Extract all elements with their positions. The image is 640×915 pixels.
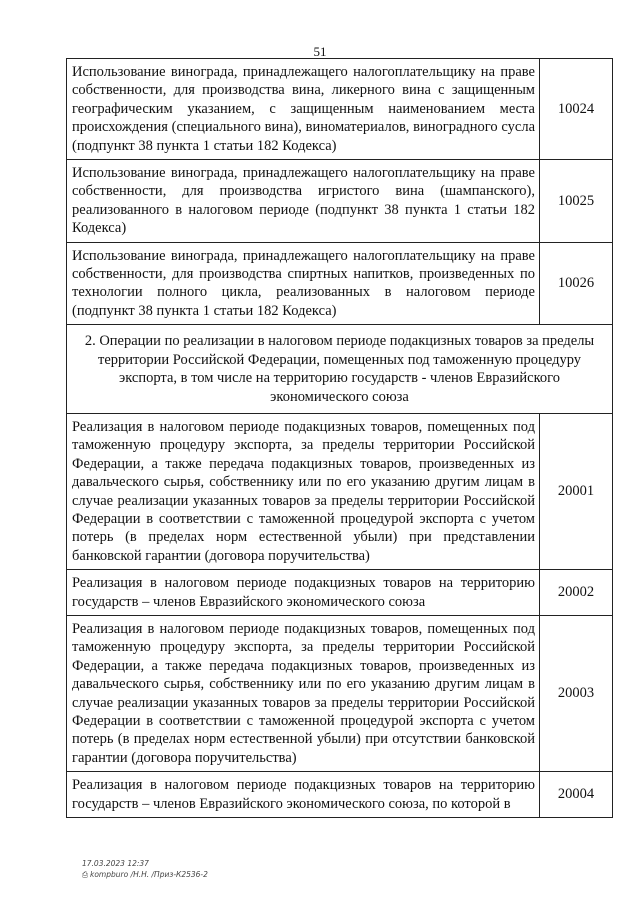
row-code: 20004 <box>540 772 613 818</box>
table-row <box>67 772 613 818</box>
row-code: 10026 <box>540 242 613 325</box>
table-row <box>67 615 613 771</box>
footer-reference-line <box>82 869 208 880</box>
table-row <box>67 59 613 160</box>
row-description: Использование винограда, принадлежащего налогоплательщику на праве собственности, для производства вина, ликерного вина с защищенным географическим указанием, с защищенным наименованием места происхождения (специального вина), виноматериалов, виноградного сусла (подпункт 38 пункта 1 статьи 182 Кодекса) <box>67 59 540 160</box>
table-row <box>67 413 613 569</box>
table-row <box>67 242 613 325</box>
row-code: 10024 <box>540 59 613 160</box>
section-row <box>67 325 613 414</box>
row-code: 10025 <box>540 160 613 243</box>
page-number: 51 <box>313 44 327 59</box>
table-row <box>67 160 613 243</box>
row-description: Реализация в налоговом периоде подакцизных товаров на территорию государств – членов Евразийского экономического союза <box>67 570 540 616</box>
row-description: Использование винограда, принадлежащего налогоплательщику на праве собственности, для производства игристого вина (шампанского), реализованного в налоговом периоде (подпункт 38 пункта 1 статьи 182 Кодекса) <box>67 160 540 243</box>
row-description: Реализация в налоговом периоде подакцизных товаров, помещенных под таможенную процедуру экспорта, за пределы территории Российской Федерации, а также передача подакцизных товаров, произведенных из давальческого сырья, собственнику или по его указанию другим лицам в случае реализации указанных товаров за пределы территории Российской Федерации в соответствии с таможенной процедурой экспорта с учетом потерь (в пределах норм естественной убыли) при отсутствии банковской гарантии (договора поручительства) <box>67 615 540 771</box>
row-description: Реализация в налоговом периоде подакцизных товаров на территорию государств – членов Евразийского экономического союза, по которой в <box>67 772 540 818</box>
footer-reference: kompburo /Н.Н. /Приз-К2536-2 <box>90 870 208 879</box>
row-description: Реализация в налоговом периоде подакцизных товаров, помещенных под таможенную процедуру экспорта, за пределы территории Российской Федерации, а также передача подакцизных товаров, произведенных из давальческого сырья, собственнику или по его указанию другим лицам в случае реализации указанных товаров за пределы территории Российской Федерации в соответствии с таможенной процедурой экспорта с учетом потерь (в пределах норм естественной убыли) при представлении банковской гарантии (договора поручительства) <box>67 413 540 569</box>
codes-table <box>66 58 613 818</box>
row-description: Использование винограда, принадлежащего налогоплательщику на праве собственности, для производства спиртных напитков, произведенных по технологии полного цикла, реализованных в налоговом периоде (подпункт 38 пункта 1 статьи 182 Кодекса) <box>67 242 540 325</box>
section-heading: 2. Операции по реализации в налоговом периоде подакцизных товаров за пределы территории Российской Федерации, помещенных под таможенную процедуру экспорта, в том числе на территорию государств - членов Евразийского экономического союза <box>67 325 613 414</box>
row-code: 20001 <box>540 413 613 569</box>
row-code: 20003 <box>540 615 613 771</box>
table-row <box>67 570 613 616</box>
footer-timestamp: 17.03.2023 12:37 <box>82 859 149 868</box>
printer-icon: ⎙ <box>82 870 88 879</box>
row-code: 20002 <box>540 570 613 616</box>
print-footer <box>82 858 208 880</box>
